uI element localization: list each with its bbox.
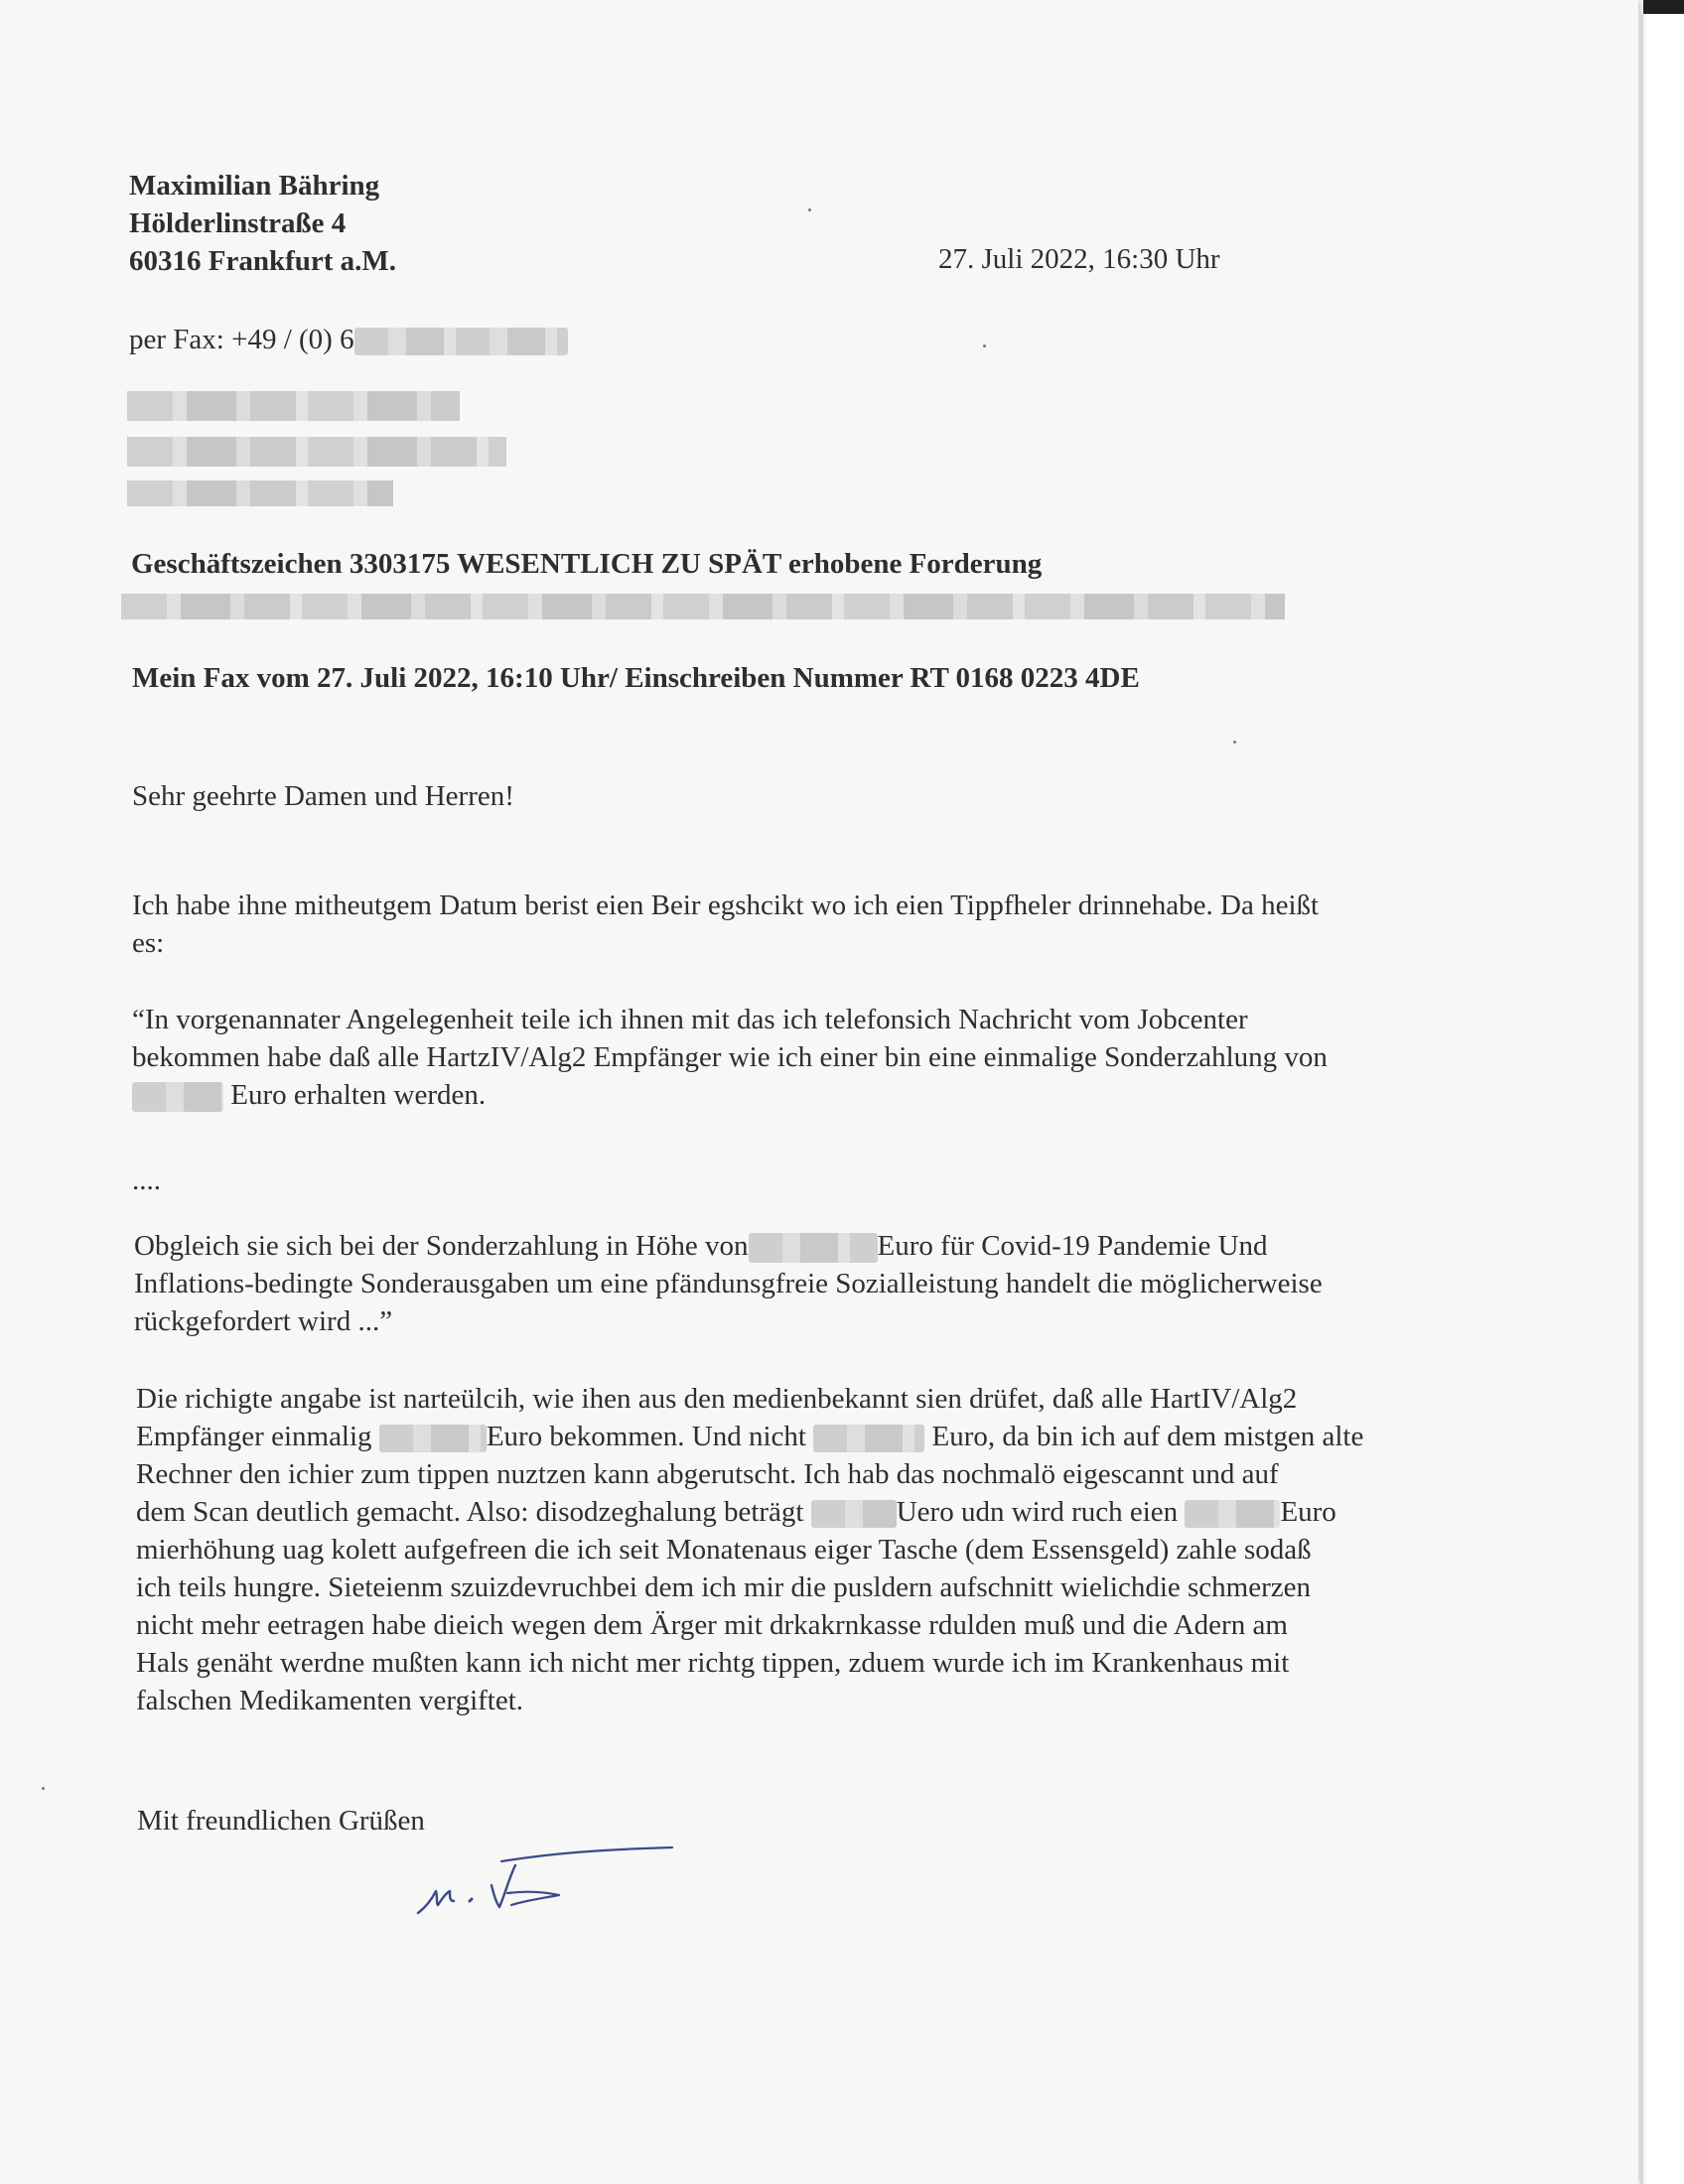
- quote1-line-3-text: Euro erhalten werden.: [230, 1079, 487, 1111]
- redacted-amount: [813, 1425, 924, 1452]
- scan-speck: [808, 208, 811, 211]
- body-line-4-b: Uero udn wird ruch eien: [896, 1496, 1179, 1528]
- body-line-4-c: Euro: [1280, 1496, 1336, 1528]
- quote-paragraph-2: [134, 1227, 1323, 1340]
- body-line-2: [136, 1418, 1363, 1455]
- letter-date: 27. Juli 2022, 16:30 Uhr: [938, 243, 1220, 275]
- redacted-amount: [749, 1233, 878, 1263]
- body-line-7: nicht mehr eetragen habe dieich wegen dem Ärger mit drkakrnkasse rdulden muß und die Adern am: [136, 1609, 1288, 1641]
- body-line-5: mierhöhung uag kolett aufgefreen die ich seit Monatenaus eiger Tasche (dem Essensgeld) zahle sodaß: [136, 1534, 1312, 1566]
- quote2-line-2: Inflations-bedingte Sonderausgaben um eine pfändunsgfreie Sozialleistung handelt die möglicherweise: [134, 1268, 1323, 1299]
- quote1-line-2: bekommen habe daß alle HartzIV/Alg2 Empfänger wie ich einer bin eine einmalige Sonderzahlung von: [132, 1041, 1328, 1073]
- sender-street: Hölderlinstraße 4: [129, 207, 347, 239]
- body-line-1: Die richigte angabe ist narteülcih, wie ihen aus den medienbekannt sien drüfet, daß alle HartIV/Alg2: [136, 1383, 1298, 1415]
- redacted-fax-number: [354, 328, 568, 355]
- intro-line-2: es:: [132, 927, 165, 959]
- body-paragraph: [136, 1380, 1363, 1719]
- redacted-subject-continuation: [121, 594, 1285, 619]
- body-line-4: [136, 1493, 1363, 1531]
- closing: Mit freundlichen Grüßen: [137, 1805, 425, 1837]
- scan-speck: [42, 1787, 45, 1790]
- quote1-line-3: [132, 1076, 1328, 1114]
- quote2-line-1: [134, 1227, 1323, 1265]
- quote2-line-1-start: Obgleich sie sich bei der Sonderzahlung in Höhe von: [134, 1230, 749, 1262]
- redacted-amount: [132, 1082, 223, 1112]
- body-line-2-c: Euro, da bin ich auf dem mistgen alte: [931, 1421, 1364, 1452]
- quote2-line-1-end: Euro für Covid-19 Pandemie Und: [877, 1230, 1268, 1262]
- scan-speck: [1233, 741, 1236, 744]
- intro-line-1: Ich habe ihne mitheutgem Datum berist eien Beir egshcikt wo ich eien Tippfheler drinnehabe. Da heißt: [132, 889, 1320, 921]
- scan-edge-right: [1640, 14, 1643, 2184]
- quote2-line-3: rückgefordert wird ...”: [134, 1305, 393, 1337]
- subject-line: Geschäftszeichen 3303175 WESENTLICH ZU SPÄT erhobene Forderung: [131, 548, 1043, 580]
- body-line-6: ich teils hungre. Sieteienm szuizdevruchbei dem ich mir die pusldern aufschnitt wielichdie schmerzen: [136, 1571, 1311, 1603]
- salutation: Sehr geehrte Damen und Herren!: [132, 780, 514, 812]
- reference-line: Mein Fax vom 27. Juli 2022, 16:10 Uhr/ Einschreiben Nummer RT 0168 0223 4DE: [132, 662, 1140, 694]
- scan-speck: [983, 344, 986, 347]
- redacted-recipient-line-2: [127, 437, 506, 467]
- redacted-amount: [379, 1425, 487, 1452]
- body-line-4-a: dem Scan deutlich gemacht. Also: disodzeghalung beträgt: [136, 1496, 804, 1528]
- redacted-recipient-line-1: [127, 391, 460, 421]
- quote-paragraph-1: [132, 1001, 1328, 1114]
- sender-city: 60316 Frankfurt a.M.: [129, 245, 397, 277]
- intro-paragraph: [132, 887, 1319, 962]
- redacted-amount: [1185, 1500, 1280, 1528]
- body-line-3: Rechner den ichier zum tippen nuztzen kann abgerutscht. Ich hab das nochmalö eigescannt und auf: [136, 1458, 1279, 1490]
- body-line-8: Hals genäht werdne mußten kann ich nicht mer richtg tippen, zduem wurde ich im Krankenhaus mit: [136, 1647, 1290, 1679]
- handwritten-signature: [412, 1842, 680, 1941]
- ellipsis: ....: [132, 1164, 161, 1196]
- fax-line: [129, 321, 568, 358]
- redacted-amount: [811, 1500, 897, 1528]
- redacted-recipient-line-3: [127, 480, 393, 506]
- scan-edge-top: [1643, 0, 1684, 14]
- fax-prefix: per Fax: +49 / (0) 6: [129, 324, 354, 355]
- body-line-2-b: Euro bekommen. Und nicht: [486, 1421, 806, 1452]
- body-line-9: falschen Medikamenten vergiftet.: [136, 1685, 524, 1716]
- quote1-line-1: “In vorgenannater Angelegenheit teile ich ihnen mit das ich telefonsich Nachricht vom Jobcenter: [132, 1004, 1248, 1035]
- body-line-2-a: Empfänger einmalig: [136, 1421, 372, 1452]
- sender-name: Maximilian Bähring: [129, 170, 380, 202]
